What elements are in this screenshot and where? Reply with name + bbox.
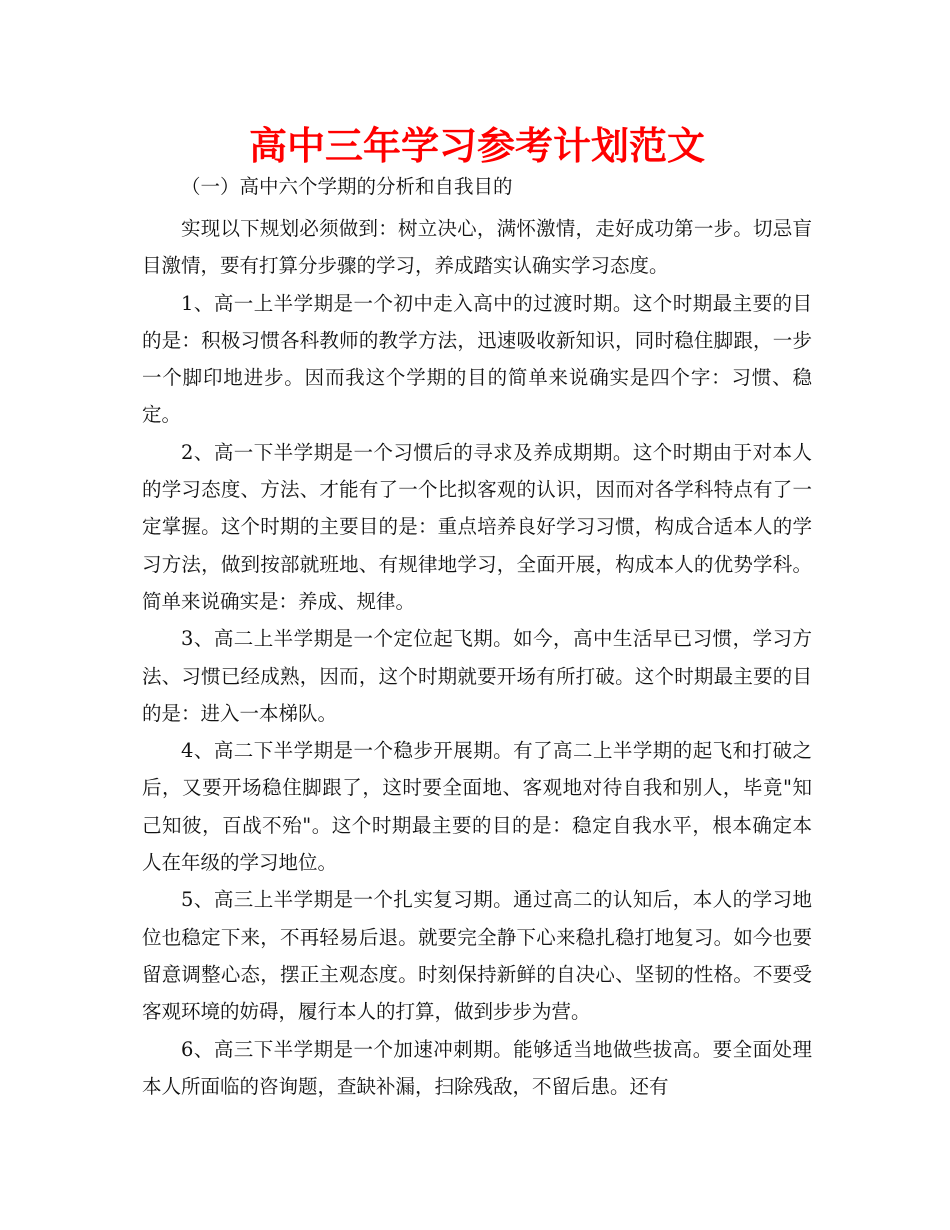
paragraph-term-3: 3、高二上半学期是一个定位起飞期。如今，高中生活早已习惯，学习方法、习惯已经成熟，因而，这个时期就要开场有所打破。这个时期最主要的目的是：进入一本梯队。	[142, 627, 812, 725]
paragraph-intro: 实现以下规划必须做到：树立决心，满怀激情，走好成功第一步。切忌盲目激情，要有打算分步骤的学习，养成踏实认确实学习态度。	[142, 217, 812, 278]
paragraph-term-5: 5、高三上半学期是一个扎实复习期。通过高二的认知后，本人的学习地位也稳定下来，不再轻易后退。就要完全静下心来稳扎稳打地复习。如今也要留意调整心态，摆正主观态度。时刻保持新鲜的自决心、坚韧的性格。不要受客观环境的妨碍，履行本人的打算，做到步步为营。	[142, 888, 812, 1024]
document-page	[142, 118, 812, 1105]
paragraph-term-6: 6、高三下半学期是一个加速冲刺期。能够适当地做些拔高。要全面处理本人所面临的咨询题，查缺补漏，扫除残敌，不留后患。还有	[142, 1037, 812, 1098]
section-heading: （一）高中六个学期的分析和自我目的	[181, 175, 513, 198]
document-title: 高中三年学习参考计划范文	[248, 124, 705, 168]
paragraph-term-4: 4、高二下半学期是一个稳步开展期。有了高二上半学期的起飞和打破之后，又要开场稳住脚跟了，这时要全面地、客观地对待自我和别人，毕竟"知己知彼，百战不殆"。这个时期最主要的目的是：稳定自我水平，根本确定本人在年级的学习地位。	[142, 739, 812, 875]
paragraph-term-2: 2、高一下半学期是一个习惯后的寻求及养成期期。这个时期由于对本人的学习态度、方法、才能有了一个比拟客观的认识，因而对各学科特点有了一定掌握。这个时期的主要目的是：重点培养良好学习习惯，构成合适本人的学习方法，做到按部就班地、有规律地学习，全面开展，构成本人的优势学科。简单来说确实是：养成、规律。	[142, 440, 812, 613]
paragraph-term-1: 1、高一上半学期是一个初中走入高中的过渡时期。这个时期最主要的目的是：积极习惯各科教师的教学方法，迅速吸收新知识，同时稳住脚跟，一步一个脚印地进步。因而我这个学期的目的简单来说确实是四个字：习惯、稳定。	[142, 291, 812, 427]
